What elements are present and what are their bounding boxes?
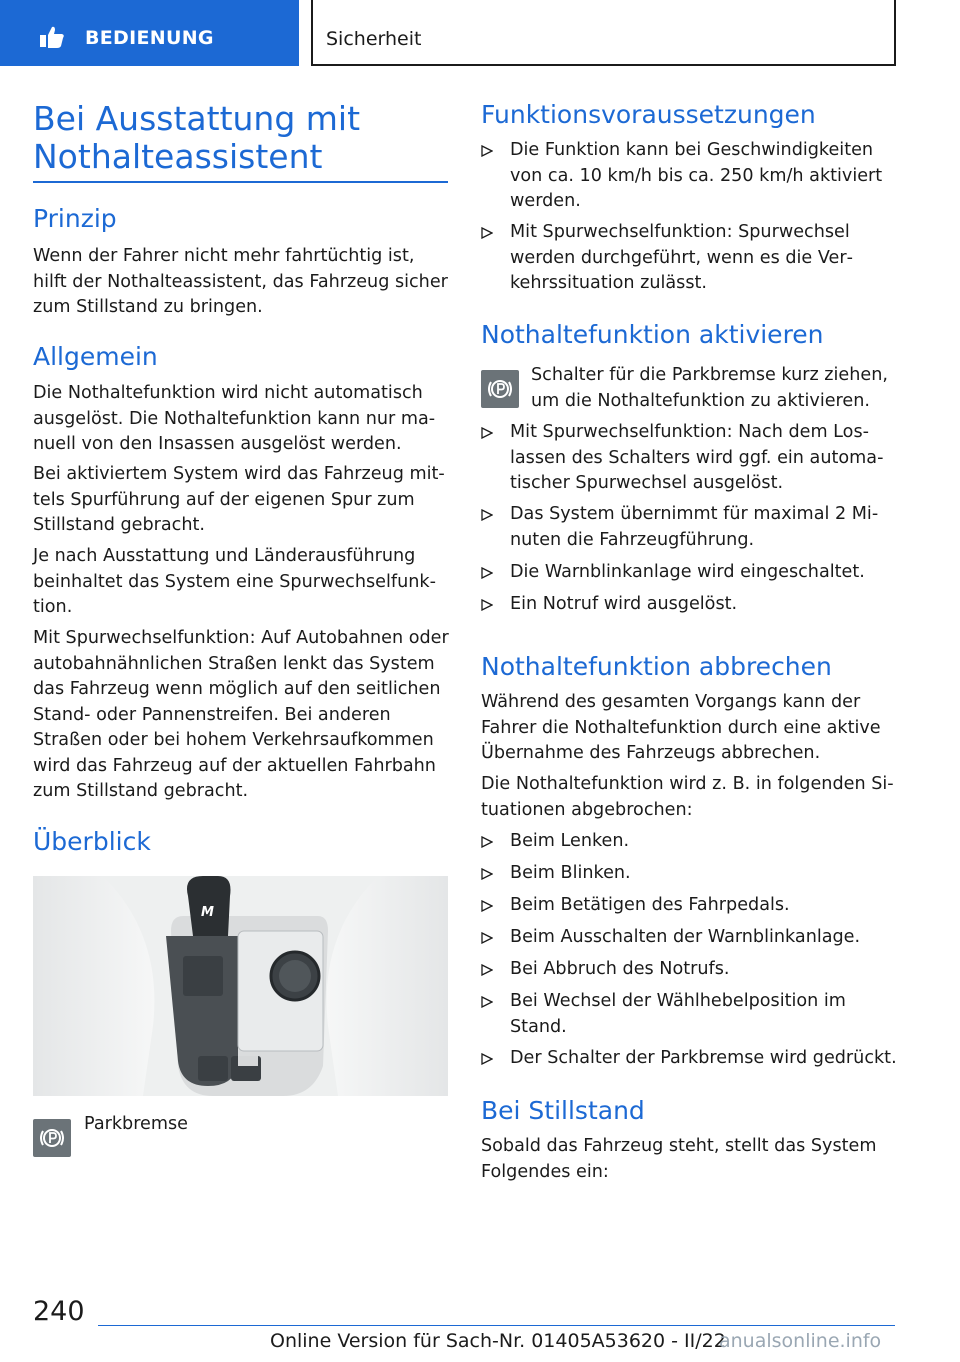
heading-ueberblick: Überblick bbox=[33, 827, 151, 856]
heading-funktionsvoraussetzungen: Funktionsvoraussetzungen bbox=[481, 100, 816, 129]
chapter-box bbox=[311, 0, 896, 66]
section-tab[interactable] bbox=[0, 0, 299, 66]
page-number: 240 bbox=[33, 1296, 85, 1327]
allgemein-paragraph-2: Bei aktiviertem System wird das Fahrzeug mittels Spurführung auf der eigenen Spur zum Stillstand gebracht. bbox=[33, 464, 445, 535]
heading-allgemein: Allgemein bbox=[33, 342, 158, 371]
hand-pointer-icon bbox=[38, 25, 66, 49]
title-rule bbox=[33, 181, 448, 183]
triangle-bullet-icon bbox=[481, 599, 493, 611]
m-logo: M bbox=[201, 905, 214, 920]
allgemein-paragraph-1: Die Nothaltefunktion wird nicht automatisch ausgelöst. Die Nothaltefunktion kann nur manuell von den Insassen ausgelöst werden. bbox=[33, 383, 436, 454]
console-illustration bbox=[33, 876, 448, 1096]
list-item: Ein Notruf wird ausgelöst. bbox=[481, 592, 896, 618]
triangle-bullet-icon bbox=[481, 932, 493, 944]
heading-stillstand: Bei Stillstand bbox=[481, 1096, 645, 1125]
stillstand-text: Sobald das Fahrzeug steht, stellt das System Folgendes ein: bbox=[481, 1136, 877, 1182]
heading-aktivieren: Nothaltefunktion aktivieren bbox=[481, 320, 824, 349]
triangle-bullet-icon bbox=[481, 836, 493, 848]
triangle-bullet-icon bbox=[481, 964, 493, 976]
section-label: BEDIENUNG bbox=[85, 27, 214, 49]
parkbremse-switch-icon bbox=[481, 370, 519, 408]
center-console-photo bbox=[33, 876, 448, 1096]
list-item: Der Schalter der Parkbremse wird gedrückt. bbox=[481, 1046, 911, 1072]
list-item: Mit Spurwechselfunktion: Spurwechsel werden durchgeführt, wenn es die Verkehrssituation zulässt. bbox=[481, 220, 896, 297]
triangle-bullet-icon bbox=[481, 996, 493, 1008]
parking-brake-icon bbox=[37, 1123, 67, 1153]
allgemein-paragraph-3: Je nach Ausstattung und Länderausführung beinhaltet das System eine Spurwechselfunktion. bbox=[33, 546, 436, 617]
parkbremse-legend-icon bbox=[33, 1119, 71, 1157]
triangle-bullet-icon bbox=[481, 868, 493, 880]
heading-prinzip: Prinzip bbox=[33, 204, 117, 233]
abbrechen-paragraph-2: Die Nothaltefunktion wird z. B. in folgenden Situationen abgebrochen: bbox=[481, 774, 894, 820]
parking-brake-icon bbox=[485, 374, 515, 404]
list-item: Das System übernimmt für maximal 2 Minuten die Fahrzeugführung. bbox=[481, 502, 896, 553]
heading-abbrechen: Nothaltefunktion abbrechen bbox=[481, 652, 832, 681]
page-title: Bei Ausstattung mit Nothalteassistent bbox=[33, 99, 361, 176]
chapter-label: Sicherheit bbox=[326, 28, 422, 50]
list-item: Bei Abbruch des Notrufs. bbox=[481, 957, 896, 983]
legend-label: Parkbremse bbox=[84, 1114, 188, 1134]
footer-rule bbox=[98, 1325, 895, 1326]
list-item: Beim Betätigen des Fahrpedals. bbox=[481, 893, 896, 919]
list-item: Beim Ausschalten der Warnblinkanlage. bbox=[481, 925, 896, 951]
footer-online-version: Online Version für Sach-Nr. 01405A53620 - II/22 bbox=[270, 1330, 726, 1352]
list-item: Mit Spurwechselfunktion: Nach dem Loslassen des Schalters wird ggf. ein automatischer Spurwechsel ausgelöst. bbox=[481, 420, 896, 497]
triangle-bullet-icon bbox=[481, 567, 493, 579]
triangle-bullet-icon bbox=[481, 509, 493, 521]
list-item: Beim Blinken. bbox=[481, 861, 896, 887]
prinzip-text: Wenn der Fahrer nicht mehr fahrtüchtig ist, hilft der Nothalteassistent, das Fahrzeug sicher zum Stillstand zu bringen. bbox=[33, 246, 448, 317]
abbrechen-paragraph-1: Während des gesamten Vorgangs kann der Fahrer die Nothaltefunktion durch eine aktive Übernahme des Fahrzeugs abbrechen. bbox=[481, 692, 881, 763]
list-item: Beim Lenken. bbox=[481, 829, 896, 855]
aktivieren-text: Schalter für die Parkbremse kurz ziehen, um die Nothaltefunktion zu aktivieren. bbox=[531, 365, 888, 411]
triangle-bullet-icon bbox=[481, 227, 493, 239]
triangle-bullet-icon bbox=[481, 427, 493, 439]
list-item: Die Warnblinkanlage wird eingeschaltet. bbox=[481, 560, 896, 586]
list-item: Bei Wechsel der Wählhebelposition im Stand. bbox=[481, 989, 896, 1040]
triangle-bullet-icon bbox=[481, 900, 493, 912]
triangle-bullet-icon bbox=[481, 145, 493, 157]
watermark: anualsonline.info bbox=[719, 1330, 882, 1352]
list-item: Die Funktion kann bei Geschwindigkeiten von ca. 10 km/h bis ca. 250 km/h aktiviert werden. bbox=[481, 138, 896, 215]
triangle-bullet-icon bbox=[481, 1053, 493, 1065]
allgemein-paragraph-4: Mit Spurwechselfunktion: Auf Autobahnen oder autobahnähnlichen Straßen lenkt das System das Fahrzeug wenn möglich auf den seitlichen Stand- oder Pannenstreifen. Bei anderen Straßen oder bei hohem Verkehrsaufkommen wird das Fahrzeug auf der aktuellen Fahrbahn zum Stillstand gebracht. bbox=[33, 628, 449, 801]
